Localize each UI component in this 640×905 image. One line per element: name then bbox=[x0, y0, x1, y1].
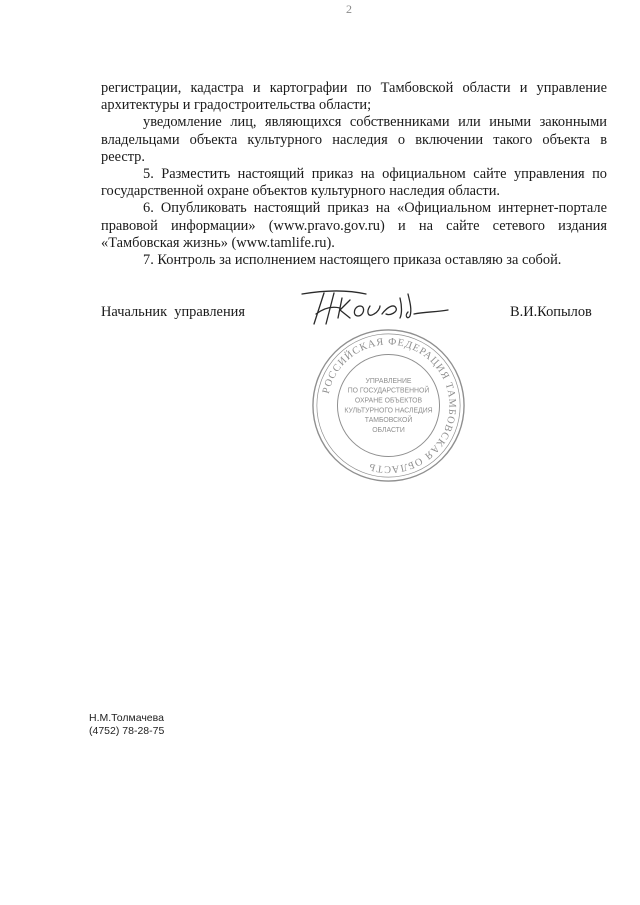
seal-ring-inner bbox=[317, 334, 460, 477]
handwritten-signature bbox=[296, 284, 454, 332]
paragraph-item-7 bbox=[101, 252, 607, 269]
text-line: 7. Контроль за исполнением настоящего приказа оставляю за собой. bbox=[143, 252, 562, 269]
seal-center-line: УПРАВЛЕНИЕ bbox=[365, 377, 412, 385]
text-line: архитектуры и градостроительства области; bbox=[101, 97, 372, 114]
text-line: реестр. bbox=[101, 148, 145, 165]
seal-center-line: ОХРАНЕ ОБЪЕКТОВ bbox=[354, 397, 423, 405]
text-line: владельцами объекта культурного наследия о включении такого объекта в bbox=[101, 131, 607, 148]
paragraph-registration bbox=[101, 80, 607, 114]
text-line: государственной охране объектов культурного наследия области. bbox=[101, 183, 500, 200]
seal-ring-text: РОССИЙСКАЯ ФЕДЕРАЦИЯ ТАМБОВСКАЯ ОБЛАСТЬ bbox=[320, 336, 458, 475]
executor-phone: (4752) 78-28-75 bbox=[89, 725, 165, 737]
text-line: правовой информации» (www.pravo.gov.ru) и на сайте сетевого издания bbox=[101, 217, 607, 234]
executor-name: Н.М.Толмачева bbox=[89, 712, 164, 724]
seal-center-line: ТАМБОВСКОЙ bbox=[364, 417, 413, 425]
paragraph-item-5 bbox=[101, 166, 607, 200]
paragraph-notification bbox=[101, 114, 607, 166]
text-line: уведомление лиц, являющихся собственниками или иными законными bbox=[143, 114, 607, 131]
paragraph-item-6 bbox=[101, 200, 607, 252]
executor-info bbox=[89, 712, 164, 738]
seal-center-line: КУЛЬТУРНОГО НАСЛЕДИЯ bbox=[344, 407, 433, 415]
seal-center-line: ОБЛАСТИ bbox=[372, 426, 405, 434]
text-line: 5. Разместить настоящий приказ на официальном сайте управления по bbox=[143, 166, 607, 183]
text-line: регистрации, кадастра и картографии по Тамбовской области и управление bbox=[101, 80, 607, 96]
seal-outer-ring bbox=[313, 330, 464, 481]
signatory-name: В.И.Копылов bbox=[510, 304, 592, 320]
official-seal bbox=[310, 327, 467, 484]
page-number: 2 bbox=[346, 2, 352, 16]
seal-center-line: ПО ГОСУДАРСТВЕННОЙ bbox=[347, 387, 430, 395]
text-line: 6. Опубликовать настоящий приказ на «Официальном интернет-портале bbox=[143, 200, 607, 217]
seal-inner-ring bbox=[337, 354, 439, 456]
signatory-title: Начальник управления bbox=[101, 304, 245, 320]
text-line: «Тамбовская жизнь» (www.tamlife.ru). bbox=[101, 234, 335, 251]
document-body bbox=[101, 80, 607, 269]
